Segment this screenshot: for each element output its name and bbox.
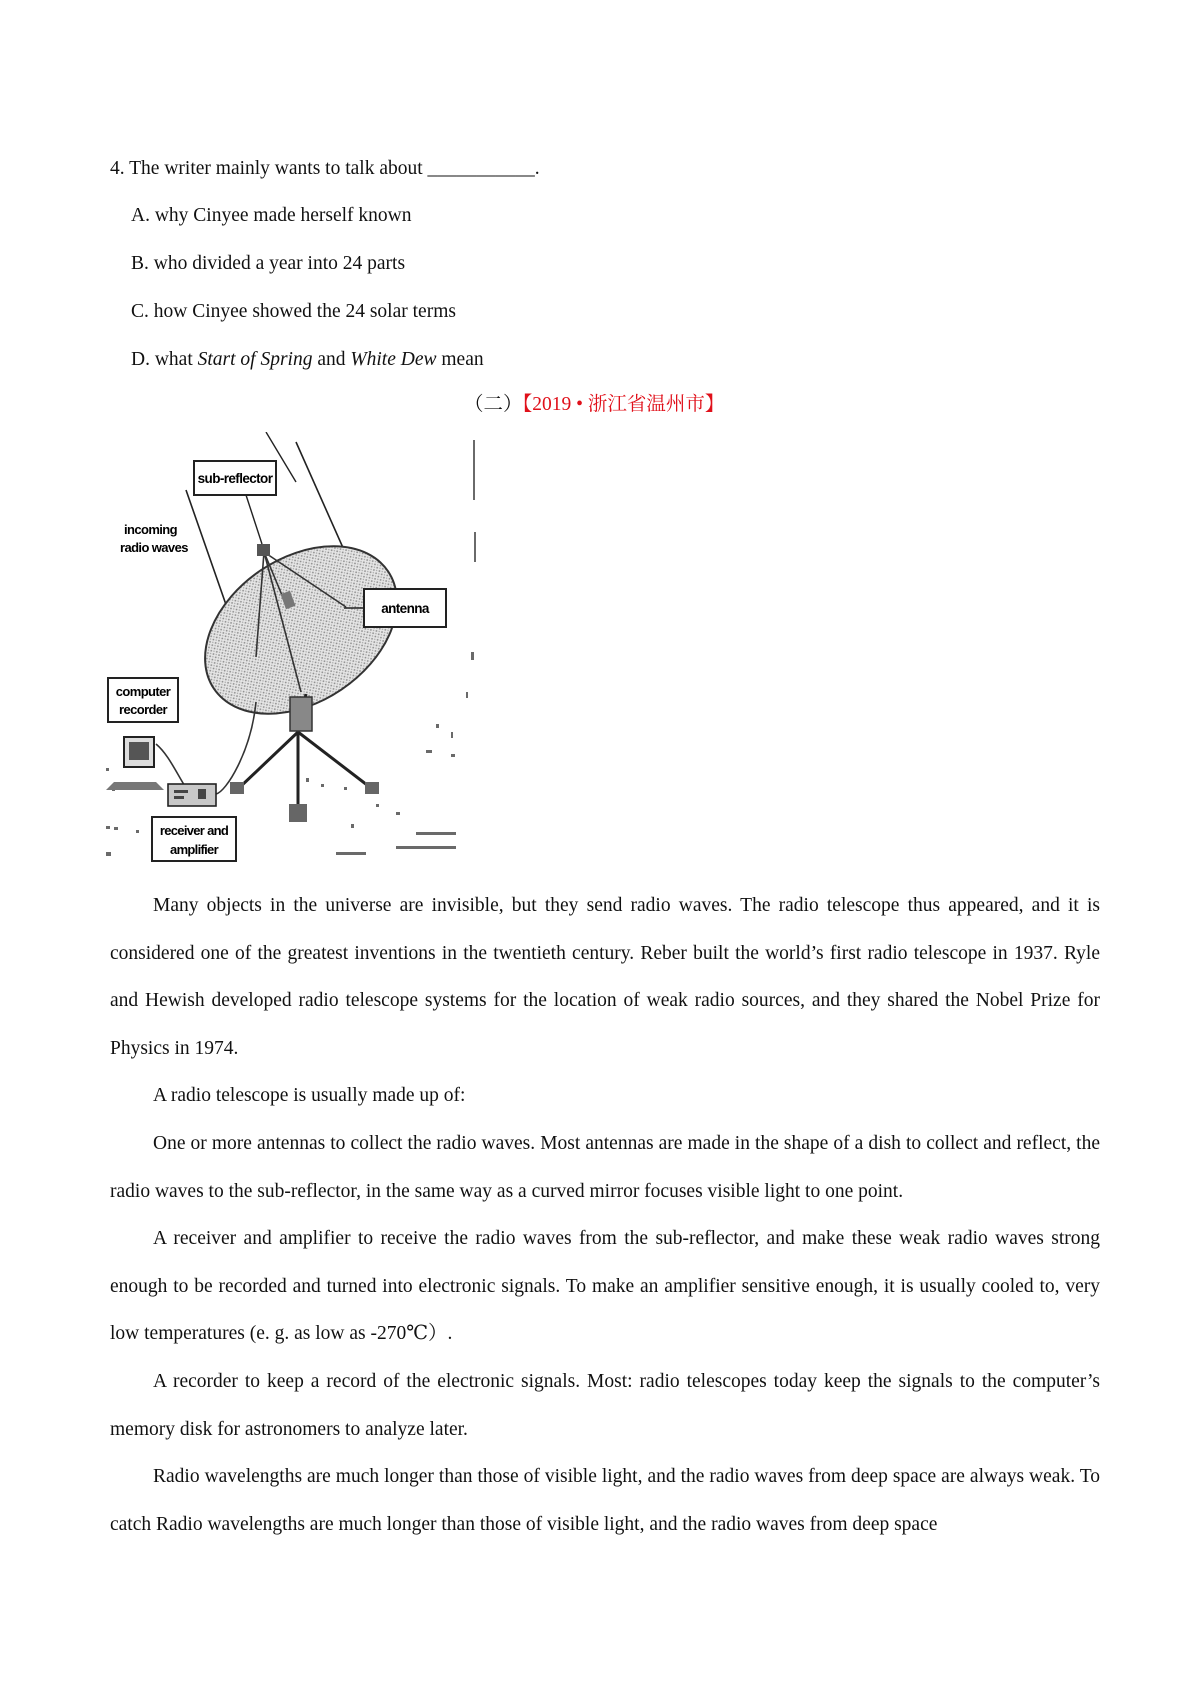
cable-to-receiver	[216, 702, 256, 794]
label-incoming-radio-waves	[120, 522, 188, 555]
computer-label-line-1: computer	[115, 684, 171, 699]
sub-reflector-part	[257, 544, 270, 556]
label-receiver-amplifier	[152, 817, 236, 861]
option-d	[131, 348, 484, 372]
paragraph-6: Radio wavelengths are much longer than those of visible light, and the radio waves from deep space are always weak. To catch Radio wavelengths are much longer than those of visible light, and the radio waves from deep space	[110, 1466, 1100, 1535]
paragraph-2: A radio telescope is usually made up of:	[153, 1085, 466, 1107]
incoming-label-line-1: incoming	[124, 522, 177, 537]
paragraph-3: One or more antennas to collect the radio waves. Most antennas are made in the shape of a dish to collect and reflect, the radio waves to the sub-reflector, in the same way as a curved mirror focuses visible light to one point.	[110, 1132, 1100, 1202]
label-computer-recorder	[108, 678, 178, 722]
receiver-label-line-1: receiver and	[159, 823, 229, 838]
label-sub-reflector	[194, 461, 276, 544]
receiver-slot-1	[174, 790, 188, 793]
passage-body	[110, 882, 1100, 1548]
option-d-prefix: D. what	[131, 349, 198, 370]
leg-foot-left	[230, 782, 244, 794]
section-number: （二）	[464, 394, 523, 415]
section-source: 【2019 • 浙江省温州市】	[522, 394, 725, 415]
receiver-label-line-2: amplifier	[170, 842, 218, 857]
paragraph-4: A receiver and amplifier to receive the radio waves from the sub-reflector, and make these weak radio waves strong enough to be recorded and turned into electronic signals. To make an amplifier sensitive enough, it is usually cooled to, very low temperatures (e. g. as low as -270℃）.	[110, 1228, 1100, 1345]
leg-foot-right	[365, 782, 379, 794]
paragraph-5: A recorder to keep a record of the electronic signals. Most: radio telescopes today keep the signals to the computer’s memory disk for astronomers to analyze later.	[110, 1370, 1100, 1440]
option-c: C. how Cinyee showed the 24 solar terms	[131, 301, 456, 322]
computer-label-line-2: recorder	[119, 702, 167, 717]
option-b: B. who divided a year into 24 parts	[131, 253, 406, 274]
mount-head	[290, 697, 312, 731]
leg-foot-center	[289, 804, 307, 822]
cable-to-computer	[156, 744, 186, 788]
paragraph-1: Many objects in the universe are invisible, but they send radio waves. The radio telescope thus appeared, and it is considered one of the greatest inventions in the twentieth century. Reber built the world’s first radio telescope in 1937. Ryle and Hewish developed radio telescope systems for the location of weak radio sources, and they shared the Nobel Prize for Physics in 1974.	[110, 895, 1100, 1059]
option-d-middle: and	[312, 349, 351, 370]
receiver-slot-2	[174, 796, 184, 799]
receiver-unit	[168, 784, 216, 806]
computer-keyboard	[106, 782, 164, 790]
sub-reflector-label: sub-reflector	[197, 471, 273, 486]
antenna-label: antenna	[381, 601, 429, 616]
question-stem: 4. The writer mainly wants to talk about ___________.	[110, 158, 540, 179]
option-d-suffix: mean	[436, 349, 484, 370]
option-d-term-2: White Dew	[350, 349, 437, 370]
section-heading	[464, 393, 724, 417]
computer-screen	[129, 742, 149, 760]
option-d-term-1: Start of Spring	[197, 349, 313, 370]
receiver-knob	[198, 789, 206, 799]
radio-telescope-diagram	[106, 432, 486, 864]
incoming-label-line-2: radio waves	[120, 540, 188, 555]
option-a: A. why Cinyee made herself known	[131, 205, 412, 226]
